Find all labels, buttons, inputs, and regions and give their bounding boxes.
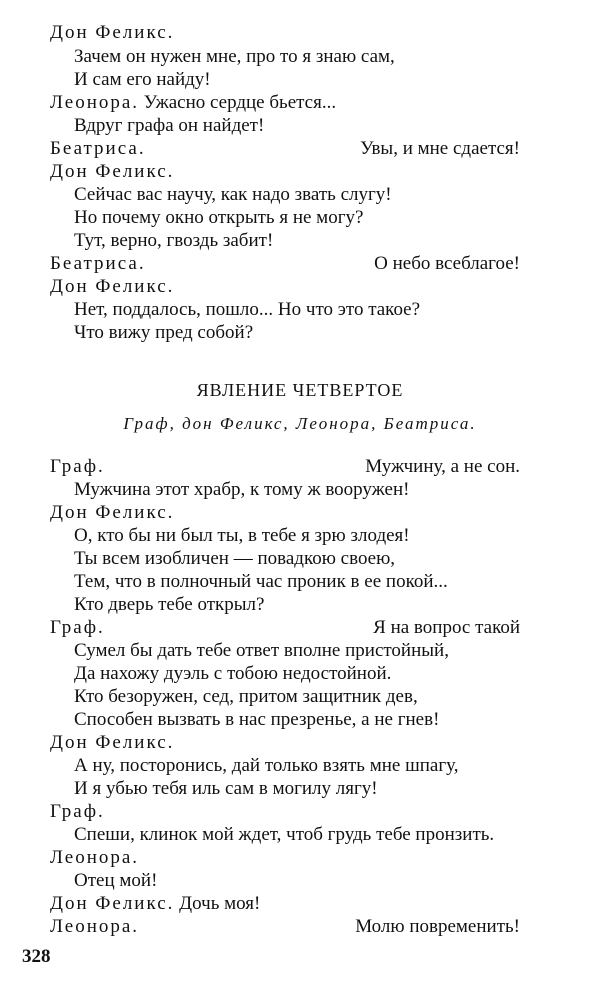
speaker-name: Дон Феликс. (50, 893, 175, 914)
speaker-line (50, 161, 520, 183)
verse-line: И сам его найду! (74, 69, 211, 90)
dialogue-text: Мужчину, а не сон. (365, 456, 520, 477)
speaker-line (50, 617, 520, 639)
dialogue-text: Молю повременить! (355, 916, 520, 937)
verse-line: Вдруг графа он найдет! (74, 115, 265, 136)
verse-line: Тут, верно, гвоздь забит! (74, 230, 274, 251)
speaker-line (50, 22, 520, 44)
verse-line: Тем, что в полночный час проник в ее покой... (74, 571, 448, 592)
scene-heading: ЯВЛЕНИЕ ЧЕТВЕРТОЕ (196, 380, 404, 400)
speaker-line (50, 916, 520, 938)
dialogue-text: Увы, и мне сдается! (360, 138, 520, 159)
verse-line: Но почему окно открыть я не могу? (74, 207, 364, 228)
verse-line: Зачем он нужен мне, про то я знаю сам, (74, 46, 395, 67)
cast-list: Граф, дон Феликс, Леонора, Беатриса. (123, 414, 477, 433)
speaker-name: Граф. (50, 617, 105, 638)
verse-line: Ты всем изобличен — повадкою своею, (74, 548, 396, 569)
verse-line: Нет, поддалось, пошло... Но что это такое? (74, 299, 421, 320)
speaker-line (50, 253, 520, 275)
verse-line: Кто дверь тебе открыл? (74, 594, 265, 615)
dialogue-text: Ужасно сердце бьется... (143, 92, 337, 113)
speaker-line (50, 893, 520, 915)
dialogue-text: Я на вопрос такой (373, 617, 520, 638)
speaker-name: Дон Феликс. (50, 22, 175, 43)
dialogue-text: Дочь моя! (179, 893, 261, 914)
speaker-line (50, 732, 520, 754)
verse-line: Что вижу пред собой? (74, 322, 254, 343)
speaker-line (50, 276, 520, 298)
page-number: 328 (22, 946, 51, 967)
verse-line: И я убью тебя иль сам в могилу лягу! (74, 778, 378, 799)
speaker-name: Леонора. (50, 847, 140, 868)
speaker-name: Дон Феликс. (50, 732, 175, 753)
speaker-line (50, 92, 520, 114)
speaker-name: Граф. (50, 456, 105, 477)
speaker-line (50, 502, 520, 524)
verse-line: Способен вызвать в нас презренье, а не гнев! (74, 709, 440, 730)
speaker-name: Леонора. (50, 916, 140, 937)
speaker-name: Леонора. (50, 92, 140, 113)
speaker-name: Дон Феликс. (50, 502, 175, 523)
verse-line: Спеши, клинок мой ждет, чтоб грудь тебе пронзить. (74, 824, 495, 845)
verse-line: А ну, посторонись, дай только взять мне шпагу, (74, 755, 459, 776)
speaker-name: Граф. (50, 801, 105, 822)
speaker-name: Беатриса. (50, 253, 146, 274)
speaker-name: Дон Феликс. (50, 161, 175, 182)
speaker-line (50, 847, 520, 869)
dialogue-text: О небо всеблагое! (374, 253, 520, 274)
verse-line: Да нахожу дуэль с тобою недостойной. (74, 663, 392, 684)
speaker-line (50, 801, 520, 823)
verse-line: О, кто бы ни был ты, в тебе я зрю злодея! (74, 525, 410, 546)
verse-line: Кто безоружен, сед, притом защитник дев, (74, 686, 418, 707)
verse-line: Мужчина этот храбр, к тому ж вооружен! (74, 479, 410, 500)
speaker-name: Дон Феликс. (50, 276, 175, 297)
verse-line: Сейчас вас научу, как надо звать слугу! (74, 184, 392, 205)
speaker-line (50, 138, 520, 160)
verse-line: Сумел бы дать тебе ответ вполне пристойный, (74, 640, 449, 661)
speaker-name: Беатриса. (50, 138, 146, 159)
verse-line: Отец мой! (74, 870, 158, 891)
speaker-line (50, 456, 520, 478)
